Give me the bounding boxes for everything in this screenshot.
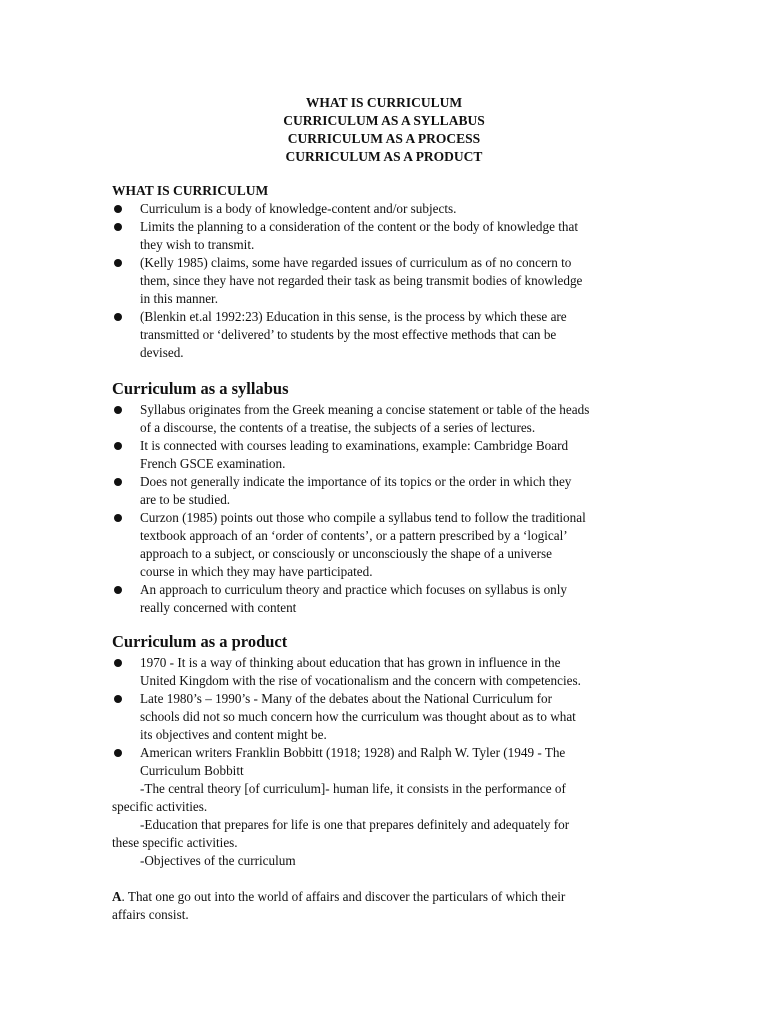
- list-item-line: they wish to transmit.: [140, 237, 255, 252]
- bullet-list: [112, 200, 652, 362]
- title-line: CURRICULUM AS A SYLLABUS: [283, 113, 485, 128]
- bullet-icon: [114, 259, 122, 267]
- list-item-line: Limits the planning to a consideration of the content or the body of knowledge that: [140, 219, 579, 234]
- title-line: WHAT IS CURRICULUM: [305, 95, 463, 110]
- bullet-icon: [114, 313, 122, 321]
- section-what-is-curriculum: [112, 182, 652, 362]
- list-item-line: devised.: [140, 345, 184, 360]
- list-item-line: its objectives and content might be.: [140, 727, 327, 742]
- bullet-list: [112, 654, 652, 780]
- list-item: [112, 218, 652, 254]
- paragraph-marker: A: [112, 889, 122, 904]
- document-title-block: [0, 94, 768, 166]
- list-item-line: really concerned with content: [140, 600, 297, 615]
- bullet-icon: [114, 659, 122, 667]
- list-item-line: in this manner.: [140, 291, 219, 306]
- bullet-icon: [114, 205, 122, 213]
- list-item-line: An approach to curriculum theory and practice which focuses on syllabus is only: [140, 582, 568, 597]
- list-item-line: Curriculum Bobbitt: [140, 763, 244, 778]
- list-item-line: French GSCE examination.: [140, 456, 286, 471]
- sub-text-line: -Education that prepares for life is one that prepares definitely and adequately for: [140, 817, 570, 832]
- section-syllabus: [112, 378, 652, 617]
- list-item-line: It is connected with courses leading to examinations, example: Cambridge Board: [140, 438, 569, 453]
- list-item-line: schools did not so much concern how the curriculum was thought about as to what: [140, 709, 576, 724]
- list-item: [112, 581, 652, 617]
- bullet-icon: [114, 478, 122, 486]
- title-line: CURRICULUM AS A PROCESS: [287, 131, 481, 146]
- list-item-line: them, since they have not regarded their task as being transmit bodies of knowledge: [140, 273, 583, 288]
- list-item: [112, 744, 652, 780]
- list-item-line: Curzon (1985) points out those who compile a syllabus tend to follow the traditional: [140, 510, 586, 525]
- list-item-line: approach to a subject, or consciously or unconsciously the shape of a universe: [140, 546, 552, 561]
- list-item-line: of a discourse, the contents of a treatise, the subjects of a series of lectures.: [140, 420, 536, 435]
- list-item-line: 1970 - It is a way of thinking about education that has grown in influence in the: [140, 655, 561, 670]
- list-item-line: Late 1980’s – 1990’s - Many of the debates about the National Curriculum for: [140, 691, 553, 706]
- list-item: [112, 308, 652, 362]
- bullet-icon: [114, 442, 122, 450]
- list-item: [112, 200, 652, 218]
- paragraph-a: [112, 888, 652, 906]
- bullet-icon: [114, 514, 122, 522]
- title-line: CURRICULUM AS A PRODUCT: [285, 149, 483, 164]
- list-item-line: are to be studied.: [140, 492, 231, 507]
- list-item-line: (Kelly 1985) claims, some have regarded issues of curriculum as of no concern to: [140, 255, 572, 270]
- list-item-line: Does not generally indicate the importance of its topics or the order in which they: [140, 474, 572, 489]
- list-item: [112, 254, 652, 308]
- paragraph-text: affairs consist.: [112, 907, 189, 922]
- bullet-icon: [114, 749, 122, 757]
- section-heading: Curriculum as a product: [112, 632, 288, 651]
- list-item-line: United Kingdom with the rise of vocationalism and the concern with competencies.: [140, 673, 581, 688]
- section-product: [112, 631, 652, 924]
- bullet-list: [112, 401, 652, 617]
- bullet-icon: [114, 223, 122, 231]
- sub-text-line: -The central theory [of curriculum]- human life, it consists in the performance of: [140, 781, 566, 796]
- sub-text-line: specific activities.: [112, 799, 208, 814]
- list-item: [112, 654, 652, 690]
- bullet-icon: [114, 695, 122, 703]
- sub-text-line: these specific activities.: [112, 835, 238, 850]
- list-item: [112, 473, 652, 509]
- list-item: [112, 690, 652, 744]
- list-item: [112, 401, 652, 437]
- section-heading: Curriculum as a syllabus: [112, 379, 289, 398]
- list-item-line: transmitted or ‘delivered’ to students by the most effective methods that can be: [140, 327, 557, 342]
- list-item-line: textbook approach of an ‘order of contents’, or a pattern prescribed by a ‘logical’: [140, 528, 568, 543]
- paragraph-text: . That one go out into the world of affairs and discover the particulars of which their: [121, 889, 566, 904]
- list-item-line: Curriculum is a body of knowledge-content and/or subjects.: [140, 201, 457, 216]
- list-item: [112, 509, 652, 581]
- bullet-icon: [114, 406, 122, 414]
- list-item-line: American writers Franklin Bobbitt (1918; 1928) and Ralph W. Tyler (1949 - The: [140, 745, 566, 760]
- bullet-icon: [114, 586, 122, 594]
- list-item-line: course in which they may have participated.: [140, 564, 373, 579]
- section-heading: WHAT IS CURRICULUM: [112, 183, 269, 198]
- sub-text-line: -Objectives of the curriculum: [140, 853, 296, 868]
- list-item-line: (Blenkin et.al 1992:23) Education in this sense, is the process by which these are: [140, 309, 567, 324]
- list-item: [112, 437, 652, 473]
- list-item-line: Syllabus originates from the Greek meaning a concise statement or table of the heads: [140, 402, 590, 417]
- spacer: [112, 870, 652, 888]
